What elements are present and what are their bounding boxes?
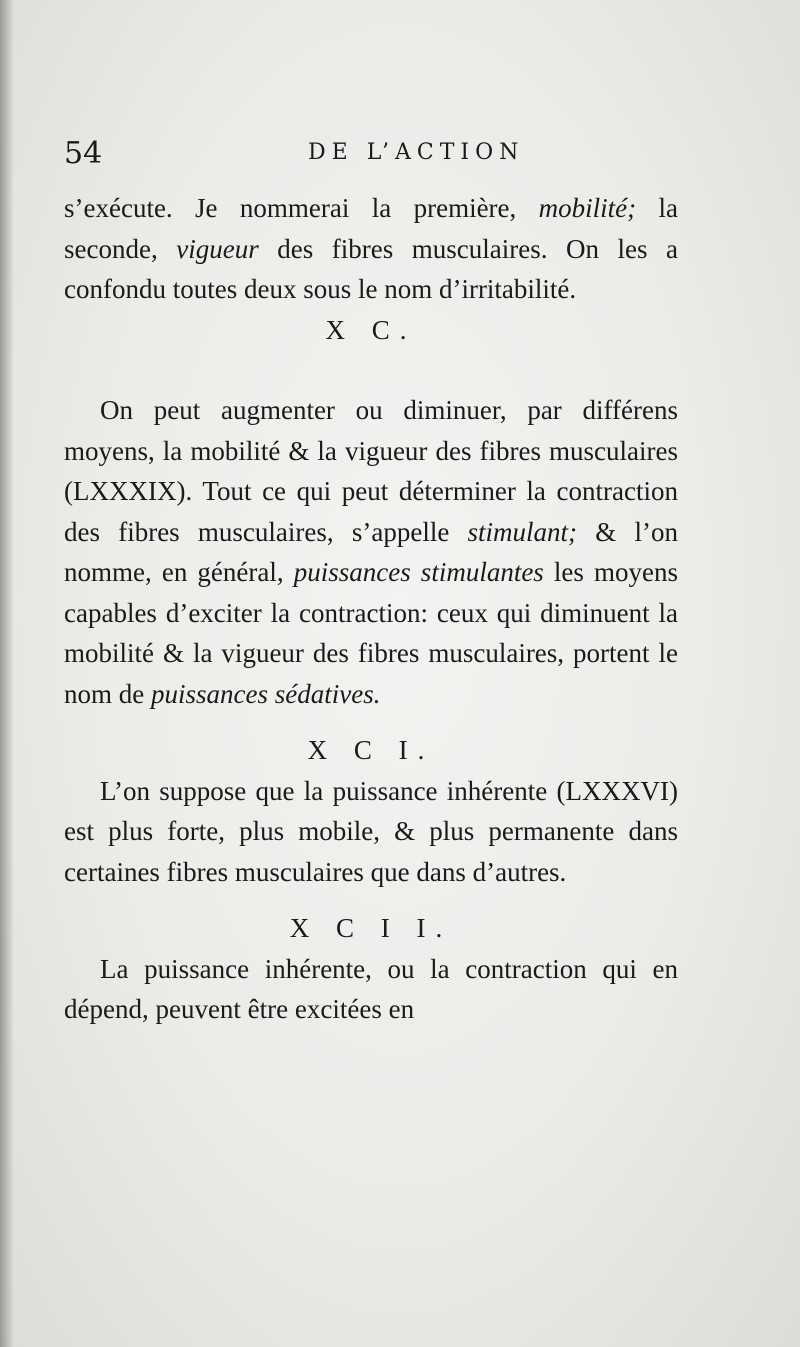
- section-heading-xcii: X C I I.: [289, 913, 453, 943]
- paragraph-2-text-c: & l’on nomme, en général,: [64, 516, 678, 587]
- spacer: [64, 892, 678, 908]
- paragraph-4: La puissance inhérente, ou la contraction qui en dépend, peuvent être excitées en: [64, 953, 678, 1024]
- paragraph-1: [64, 188, 678, 310]
- spacer: [64, 350, 678, 390]
- term-puissances-stimulantes: puissances stimulantes: [293, 557, 544, 587]
- paragraph-2-text-e: les moyens capables d’exciter la contraction: ceux qui diminuent la mobilité & la vigueur des fibres musculaires, portent le nom de: [64, 557, 678, 709]
- paragraph-1-text-a: s’exécute. Je nommerai la première,: [64, 193, 539, 223]
- term-puissances-sedatives: puissances sédatives.: [151, 678, 381, 709]
- paragraph-2: [64, 390, 678, 714]
- paragraph-1-text-e: des fibres musculaires. On les a confondu toutes deux sous le nom d’irritabilité.: [64, 233, 678, 304]
- term-stimulant: stimulant;: [467, 516, 578, 547]
- paragraph-2-text-a: On peut augmenter ou diminuer, par différens moyens, la mobilité & la vigueur des fibres musculaires (LXXXIX). Tout ce qui peut déterminer la contraction des fibres musculaires, s’appelle: [64, 395, 678, 547]
- paragraph-3: L’on suppose que la puissance inhérente (LXXXVI) est plus forte, plus mobile, & plus permanente dans certaines fibres musculaires que dans d’autres.: [64, 775, 678, 887]
- section-heading-xci: X C I.: [307, 735, 435, 765]
- running-head: DE L’ACTION: [308, 140, 525, 165]
- term-vigueur: vigueur: [176, 233, 259, 264]
- body-text: [64, 188, 678, 1030]
- paragraph-1-text-c: la seconde,: [64, 193, 678, 264]
- spacer: [64, 714, 678, 730]
- section-heading-xc: X C.: [325, 314, 417, 345]
- page-header: [64, 136, 684, 176]
- page-number: 54: [64, 136, 103, 171]
- term-mobilite: mobilité;: [538, 193, 637, 223]
